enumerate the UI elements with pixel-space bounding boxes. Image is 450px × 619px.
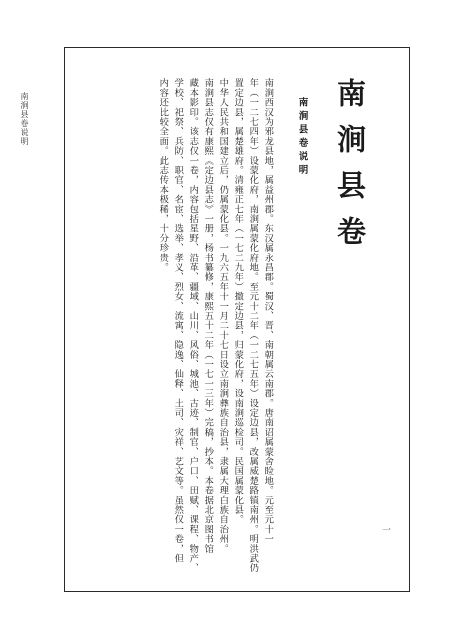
page-title: 南涧县卷 — [333, 78, 367, 262]
body-column: 年（一二七四年）设蒙化府，南涧属蒙化府地。至元十二年（一二七五年）设定边县，改属威楚路镇南州。明洪武仍 — [247, 78, 259, 573]
side-label: 南涧县卷说明 — [20, 92, 29, 146]
body-column: 置定边县，属楚雄府。清雍正七年（一七二九年）撤定边县，归蒙化府，设南涧巡检司。民国属蒙化县。 — [232, 78, 244, 525]
body-column: 内容还比较全面。此志传本极稀，十分珍贵。 — [157, 78, 169, 272]
body-column: 学校、祀祭、兵防、职官、名宦、选举、孝义、烈女、流寓、隐逸、仙释、土司、灾祥、艺文等。虽然仅一卷，但 — [172, 78, 184, 563]
body-column: 南涧西汉为邪龙县地，属益州郡。东汉属永昌郡。蜀汉、晋、南朝属云南郡。唐南诏属蒙舍睑地。元至元十一 — [262, 78, 274, 544]
body-column: 中华人民共和国建立后，仍属蒙化县。一九六五年十一月二十七日设立南涧彝族自治县，隶属大理白族自治州。 — [217, 78, 229, 554]
page-number: 一 — [380, 525, 390, 534]
body-column: 南涧县志仅有康熙《定边县志》一册，杨书纂修，康熙五十二年（一七一三年）完稿，抄本。本卷据北京图书馆 — [202, 78, 214, 554]
section-subtitle: 南涧县卷说明 — [296, 97, 308, 178]
body-column: 藏本影印。该志仅一卷，内容包括星野、沿革、疆域、山川、风俗、城池、古迹、制官、户口、田赋、课程、物产、 — [187, 78, 199, 573]
